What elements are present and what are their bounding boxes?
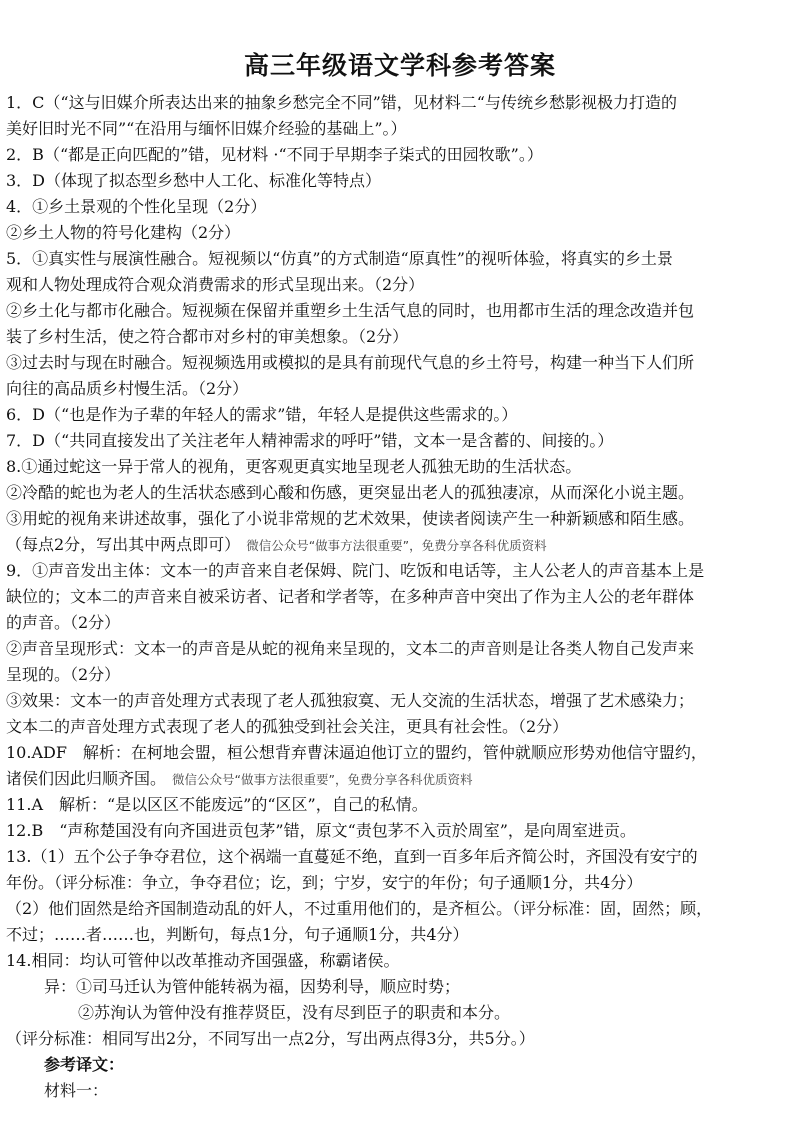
material-one-label: 材料一：: [44, 1081, 109, 1100]
q14-scoring: （评分标准：相同写出2分，不同写出一点2分，写出两点得3分，共5分。）: [6, 1029, 535, 1048]
q9-line-1: 9．①声音发出主体：文本一的声音来自老保姆、院门、吃饭和电话等，主人公老人的声音基本上是: [6, 561, 705, 580]
translation-heading: 参考译文：: [44, 1055, 125, 1074]
q13-line-3: （2）他们固然是给齐国制造动乱的奸人，不过重用他们的，是齐桓公。（评分标准：固，固然；顾，: [6, 899, 713, 918]
q3-line: 3．D（体现了拟态型乡愁中人工化、标准化等特点）: [6, 171, 382, 190]
q14-line-3: ②苏洵认为管仲没有推荐贤臣，没有尽到臣子的职责和本分。: [78, 1003, 511, 1022]
q1-line-1: 1．C（“这与旧媒介所表达出来的抽象乡愁完全不同”错，见材料二“与传统乡愁影视极力打造的: [6, 93, 677, 112]
q13-line-1: 13.（1）五个公子争夺君位，这个祸端一直蔓延不绝，直到一百多年后齐简公时，齐国没有安宁的: [6, 847, 698, 866]
q9-line-6: ③效果：文本一的声音处理方式表现了老人孤独寂寞、无人交流的生活状态，增强了艺术感染力；: [6, 691, 695, 710]
q4-line-2: ②乡土人物的符号化建构（2分）: [6, 223, 241, 242]
q9-line-3: 的声音。（2分）: [6, 613, 121, 632]
q8-line-1: 8.①通过蛇这一异于常人的视角，更客观更真实地呈现老人孤独无助的生活状态。: [6, 457, 582, 476]
q7-line: 7．D（“共同直接发出了关注老年人精神需求的呼吁”错，文本一是含蓄的、间接的。）: [6, 431, 614, 450]
q8-scoring: （每点2分，写出其中两点即可）: [6, 535, 241, 554]
q4-line-1: 4．①乡土景观的个性化呈现（2分）: [6, 197, 267, 216]
q8-line-2: ②冷酷的蛇也为老人的生活状态感到心酸和伤感，更突显出老人的孤独凄凉，从而深化小说主题。: [6, 483, 695, 502]
q10-line-2: [6, 766, 794, 792]
q13-line-4: 不过；……者……也，判断句，每点1分，句子通顺1分，共4分）: [6, 925, 469, 944]
page-title: 高三年级语文学科参考答案: [243, 51, 556, 80]
q2-line: 2．B（“都是正向匹配的”错，见材料 ·“不同于早期李子柒式的田园牧歌”。）: [6, 145, 543, 164]
q5-line-4: 装了乡村生活，使之符合都市对乡村的审美想象。（2分）: [6, 327, 409, 346]
q10-line-1: 10.ADF 解析：在柯地会盟，桓公想背弃曹沫逼迫他订立的盟约，管仲就顺应形势劝他信守盟约，: [6, 743, 707, 762]
q1-line-2: 美好旧时光不同”“在沿用与缅怀旧媒介经验的基础上”。）: [6, 119, 407, 138]
q6-line: 6．D（“也是作为子辈的年轻人的需求”错，年轻人是提供这些需求的。）: [6, 405, 518, 424]
q9-line-7: 文本二的声音处理方式表现了老人的孤独受到社会关注，更具有社会性。（2分）: [6, 717, 569, 736]
watermark-note-2: 微信公众号“做事方法很重要”，免费分享各科优质资料: [172, 772, 473, 787]
q11-line: 11.A 解析：“是以区区不能废远”的“区区”，自己的私情。: [6, 795, 428, 814]
q12-line: 12.B “声称楚国没有向齐国进贡包茅”错，原文“责包茅不入贡於周室”，是向周室进贡。: [6, 821, 636, 840]
q14-line-2: 异：①司马迁认为管仲能转祸为福，因势利导，顺应时势；: [44, 977, 461, 996]
q9-line-4: ②声音呈现形式：文本一的声音是从蛇的视角来呈现的，文本二的声音则是让各类人物自己发声来: [6, 639, 695, 658]
q5-line-1: 5．①真实性与展演性融合。短视频以“仿真”的方式制造“原真性”的视听体验，将真实的乡土景: [6, 249, 673, 268]
q5-line-2: 观和人物处理成符合观众消费需求的形式呈现出来。（2分）: [6, 275, 425, 294]
q10-text: 诸侯们因此归顺齐国。: [6, 769, 167, 788]
q5-line-3: ②乡土化与都市化融合。短视频在保留并重塑乡土生活气息的同时，也用都市生活的理念改造并包: [6, 301, 695, 320]
q5-line-6: 向往的高品质乡村慢生活。（2分）: [6, 379, 249, 398]
q13-line-2: 年份。（评分标准：争立，争夺君位；讫，到；宁岁，安宁的年份；句子通顺1分，共4分）: [6, 873, 643, 892]
q8-line-3: ③用蛇的视角来讲述故事，强化了小说非常规的艺术效果，使读者阅读产生一种新颖感和陌生感。: [6, 509, 695, 528]
q8-line-4: [6, 532, 794, 558]
q9-line-5: 呈现的。（2分）: [6, 665, 121, 684]
q5-line-5: ③过去时与现在时融合。短视频选用或模拟的是具有前现代气息的乡土符号，构建一种当下人们所: [6, 353, 695, 372]
watermark-note-1: 微信公众号“做事方法很重要”，免费分享各科优质资料: [246, 538, 547, 553]
q9-line-2: 缺位的；文本二的声音来自被采访者、记者和学者等，在多种声音中突出了作为主人公的老年群体: [6, 587, 695, 606]
q14-line-1: 14.相同：均认可管仲以改革推动齐国强盛，称霸诸侯。: [6, 951, 400, 970]
